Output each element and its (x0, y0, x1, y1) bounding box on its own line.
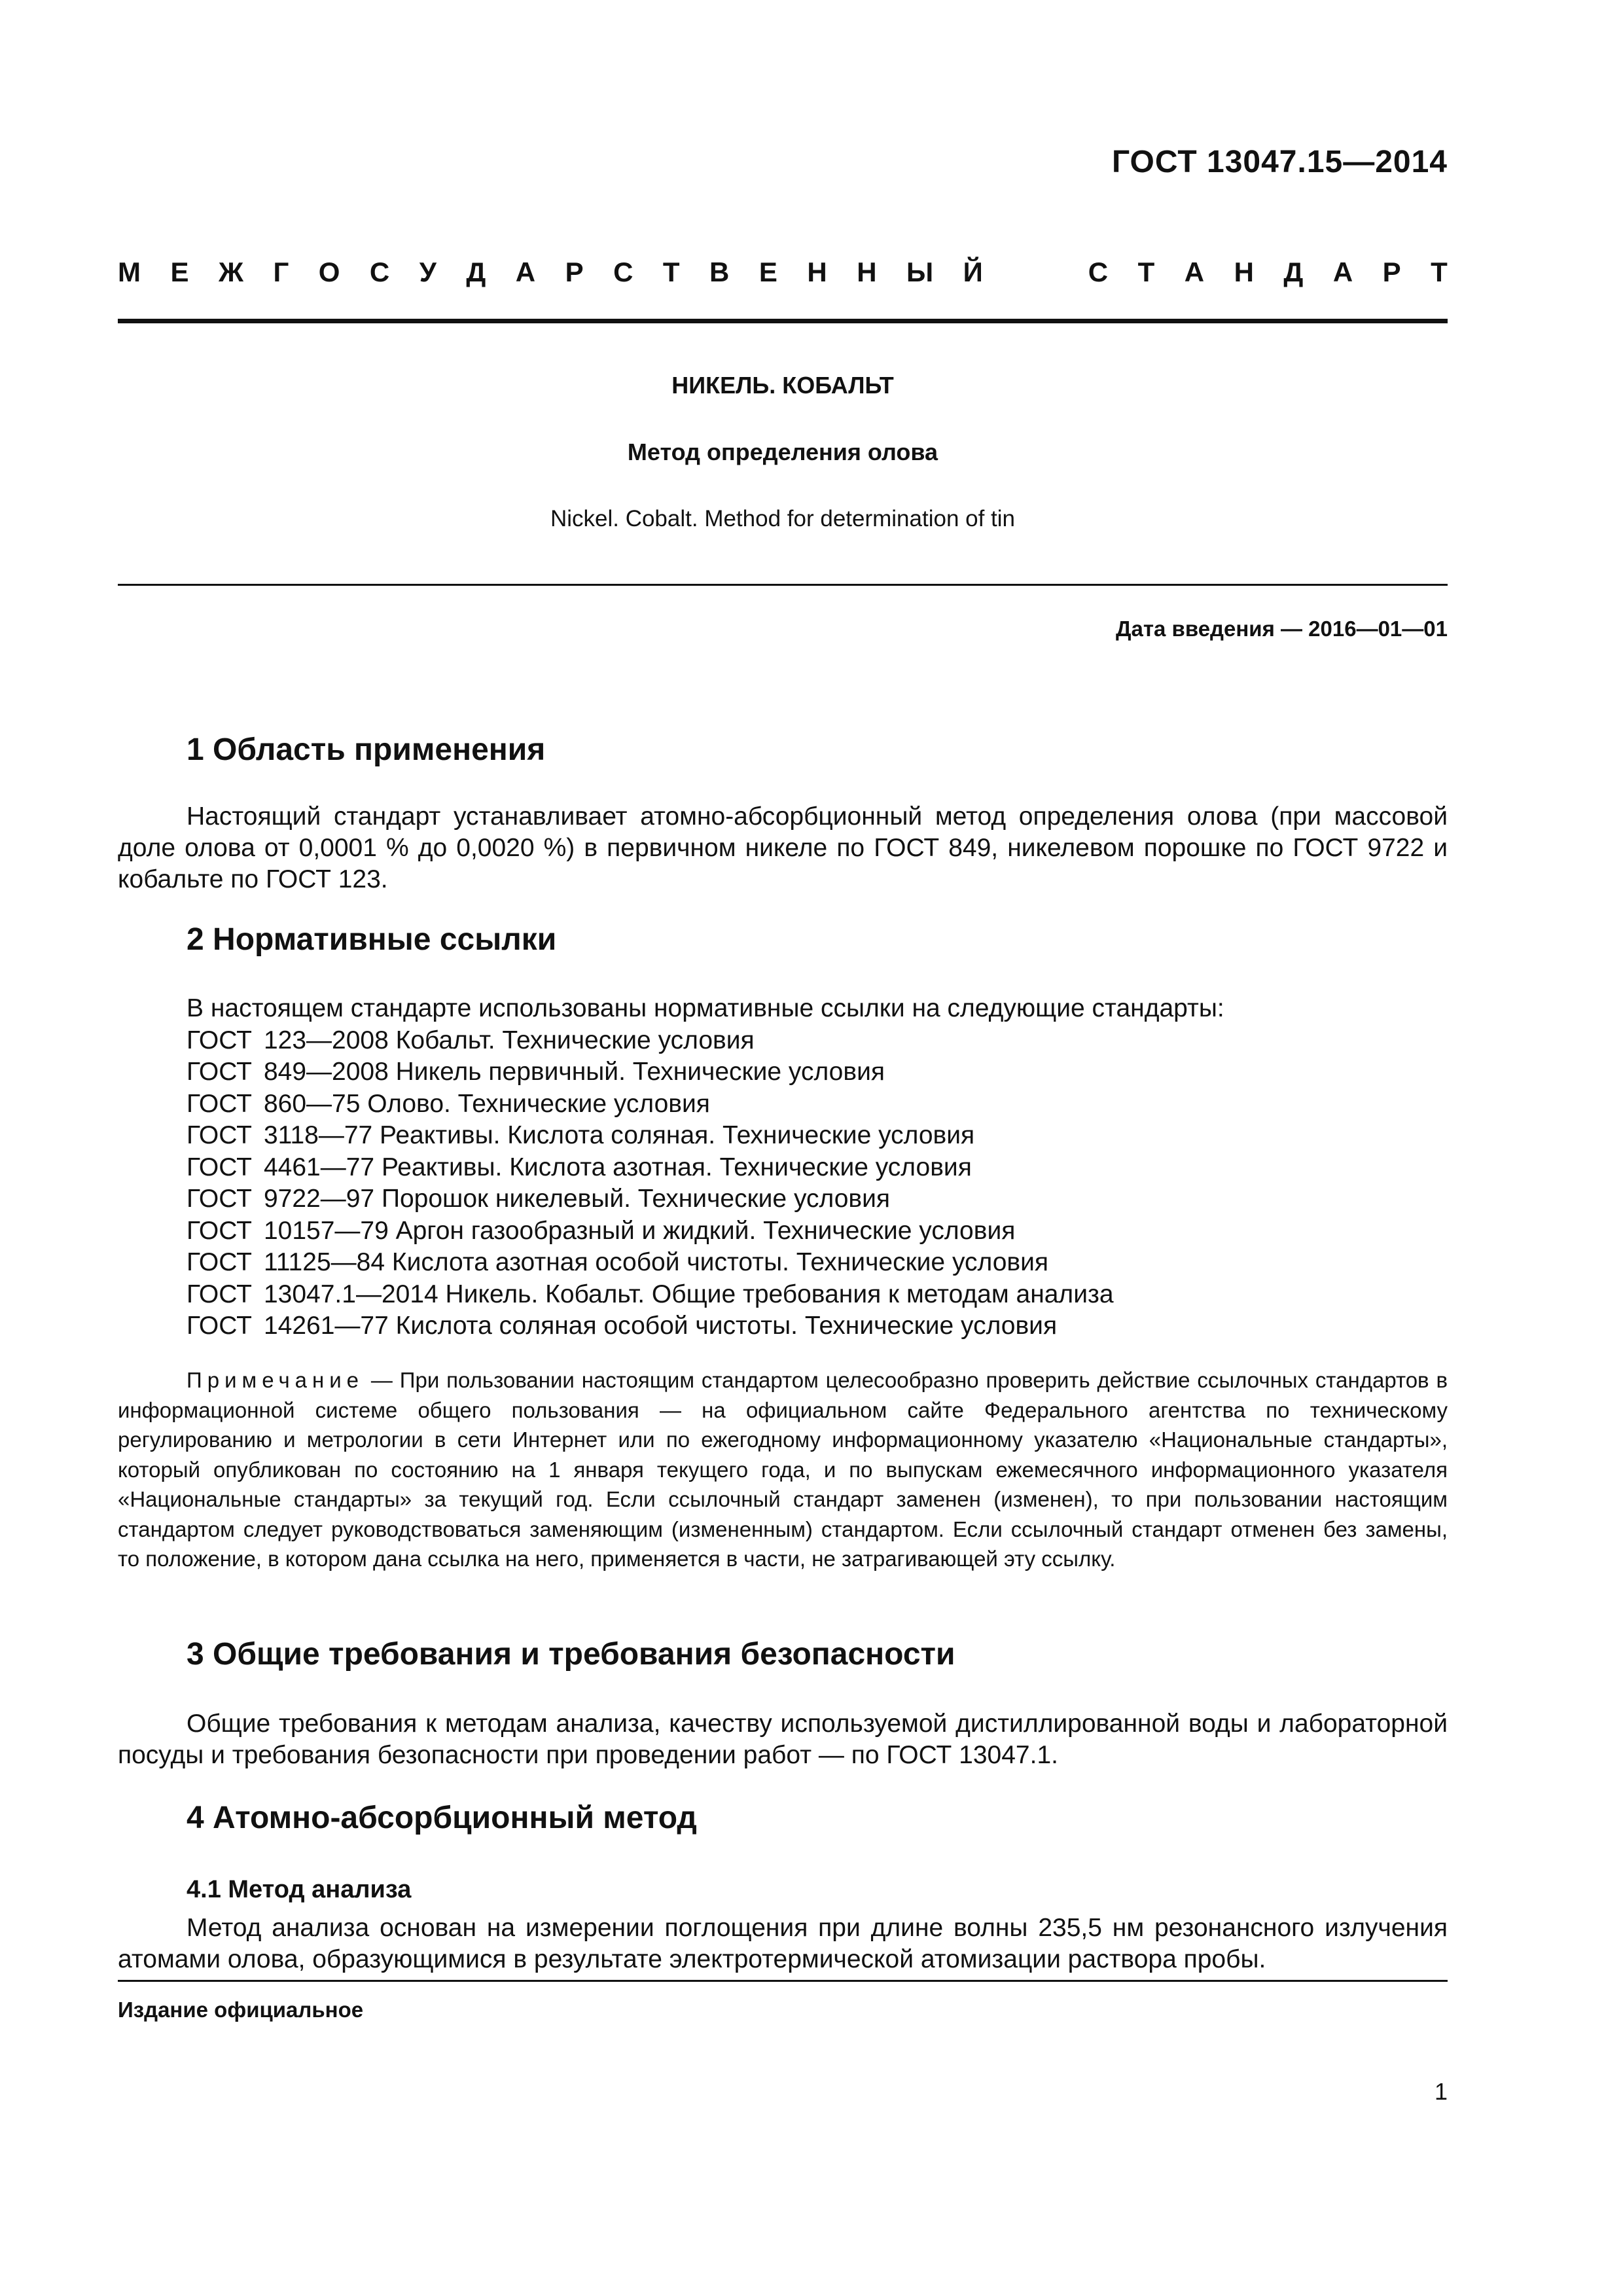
standard-type-banner (118, 257, 1448, 288)
reference-text: 860—75 Олово. Технические условия (263, 1089, 710, 1118)
section-3-heading: 3 Общие требования и требования безопасности (187, 1637, 955, 1672)
reference-text: 14261—77 Кислота соляная особой чистоты. Технические условия (263, 1312, 1058, 1340)
reference-prefix: ГОСТ (187, 1121, 252, 1149)
banner-gap (1012, 257, 1058, 288)
reference-text: 3118—77 Реактивы. Кислота соляная. Технические условия (263, 1121, 975, 1149)
reference-item (187, 1247, 1430, 1279)
banner-letter: Е (170, 257, 189, 287)
title-divider (118, 584, 1448, 586)
banner-letter: А (515, 257, 536, 287)
reference-prefix: ГОСТ (187, 1248, 252, 1276)
reference-item (187, 1025, 1430, 1057)
reference-prefix: ГОСТ (187, 1216, 252, 1245)
subsection-4-1-text: Метод анализа основан на измерении поглощения при длине волны 235,5 нм резонансного излучения атомами олова, образующимися в результате электротермической атомизации раствора пробы. (118, 1914, 1448, 1973)
banner-letter: Р (1382, 257, 1401, 287)
banner-letter: Т (662, 257, 680, 287)
section-3-text: Общие требования к методам анализа, качеству используемой дистиллированной воды и лабораторной посуды и требования безопасности при проведении работ — по ГОСТ 13047.1. (118, 1710, 1448, 1769)
note-text: — При пользовании настоящим стандартом целесообразно проверить действие ссылочных стандартов в информационной системе общего пользования — на официальном сайте Федерального агентства по техническому регулированию и метрологии в сети Интернет или по ежегодному информационному указателю «Национальные стандарты», который опубликован по состоянию на 1 января текущего года, и по выпускам ежемесячного информационного указателя «Национальные стандарты» за текущий год. Если ссылочный стандарт заменен (изменен), то при пользовании настоящим стандартом следует руководствоваться заменяющим (измененным) стандартом. Если ссылочный стандарт отменен без замены, то положение, в котором дана ссылка на него, применяется в части, не затрагивающей эту ссылку. (118, 1368, 1448, 1571)
document-subtitle: Метод определения олова (627, 439, 938, 465)
banner-letter: А (1184, 257, 1205, 287)
banner-letter: Н (807, 257, 827, 287)
reference-prefix: ГОСТ (187, 1185, 252, 1213)
reference-text: 11125—84 Кислота азотная особой чистоты. Технические условия (263, 1248, 1049, 1276)
banner-letter: С (613, 257, 633, 287)
reference-text: 13047.1—2014 Никель. Кобальт. Общие требования к методам анализа (263, 1280, 1114, 1308)
introduction-date: Дата введения — 2016—01—01 (1116, 617, 1448, 641)
reference-item (187, 1215, 1430, 1247)
page-number: 1 (1434, 2078, 1448, 2105)
banner-letter: Е (758, 257, 777, 287)
section-2-heading: 2 Нормативные ссылки (187, 922, 557, 957)
banner-letter: О (318, 257, 340, 287)
reference-item (187, 1056, 1430, 1088)
reference-prefix: ГОСТ (187, 1312, 252, 1340)
reference-prefix: ГОСТ (187, 1058, 252, 1086)
banner-letter: С (369, 257, 390, 287)
standard-code: ГОСТ 13047.15—2014 (1111, 145, 1448, 179)
official-edition-label: Издание официальное (118, 1998, 364, 2022)
reference-prefix: ГОСТ (187, 1026, 252, 1054)
banner-letter: Р (565, 257, 584, 287)
banner-letter: Ы (906, 257, 934, 287)
section-1-text: Настоящий стандарт устанавливает атомно-абсорбционный метод определения олова (при массовой доле олова от 0,0001 % до 0,0020 %) в первичном никеле по ГОСТ 849, никелевом порошке по ГОСТ 9722 и кобальте по ГОСТ 123. (118, 802, 1448, 893)
header-divider (118, 319, 1448, 323)
reference-text: 4461—77 Реактивы. Кислота азотная. Технические условия (263, 1153, 972, 1181)
banner-letter: В (709, 257, 730, 287)
section-1-heading: 1 Область применения (187, 732, 546, 767)
banner-letter: Т (1137, 257, 1155, 287)
section-4-heading: 4 Атомно-абсорбционный метод (187, 1801, 697, 1835)
banner-letter: С (1088, 257, 1109, 287)
banner-letter: М (118, 257, 141, 287)
normative-references (187, 993, 1430, 1342)
banner-letter: Д (466, 257, 486, 287)
reference-item (187, 1310, 1430, 1342)
banner-letter: Д (1283, 257, 1304, 287)
references-intro: В настоящем стандарте использованы нормативные ссылки на следующие стандарты: (187, 994, 1224, 1022)
banner-letter: Н (857, 257, 877, 287)
references-note (118, 1365, 1448, 1574)
reference-item (187, 1152, 1430, 1184)
subsection-4-1-heading: 4.1 Метод анализа (187, 1876, 412, 1903)
banner-letter: У (419, 257, 437, 287)
reference-item (187, 1183, 1430, 1215)
document-english-title: Nickel. Cobalt. Method for determination of tin (550, 506, 1016, 531)
note-label: Примечание (187, 1368, 365, 1392)
banner-letter: Й (963, 257, 983, 287)
banner-letter: Г (273, 257, 289, 287)
footer-divider (118, 1980, 1448, 1982)
reference-text: 10157—79 Аргон газообразный и жидкий. Технические условия (263, 1216, 1016, 1245)
reference-item (187, 1120, 1430, 1152)
document-title: НИКЕЛЬ. КОБАЛЬТ (671, 372, 894, 399)
banner-letter: Н (1234, 257, 1254, 287)
reference-text: 9722—97 Порошок никелевый. Технические условия (263, 1185, 891, 1213)
reference-text: 123—2008 Кобальт. Технические условия (263, 1026, 755, 1054)
banner-letter: Т (1431, 257, 1448, 287)
banner-letter: А (1332, 257, 1353, 287)
banner-letter: Ж (218, 257, 243, 287)
reference-prefix: ГОСТ (187, 1153, 252, 1181)
reference-item (187, 1279, 1430, 1311)
reference-prefix: ГОСТ (187, 1089, 252, 1118)
reference-prefix: ГОСТ (187, 1280, 252, 1308)
reference-text: 849—2008 Никель первичный. Технические условия (263, 1058, 885, 1086)
reference-item (187, 1088, 1430, 1121)
